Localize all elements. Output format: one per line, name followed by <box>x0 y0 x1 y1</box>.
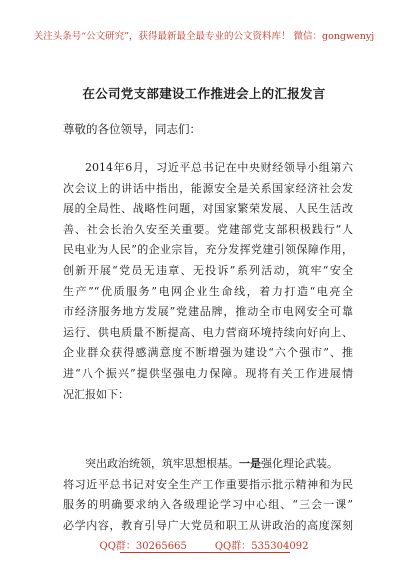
paragraph-line: 企业群众获得感满意度不断增强为建设“六个强市”、推 <box>63 346 353 360</box>
paragraph-line: 2014年6月，习近平总书记在中央财经领导小组第六 <box>85 161 353 174</box>
paragraph-line: 必学内容，教育引导广大党员和职工从讲政治的高度深刻 <box>63 518 353 532</box>
point-text: 强化理论武装。 <box>261 457 338 470</box>
document-title: 在公司党支部建设工作推进会上的汇报发言 <box>82 86 326 101</box>
paragraph-political-leadership <box>63 454 353 536</box>
paragraph-line: 进“八个振兴”提供坚强电力保障。现将有关工作进展情 <box>63 366 353 380</box>
paragraph-line: 创新开展“党员无违章、无投诉”系列活动，筑牢“安全 <box>63 263 353 277</box>
header-note: 关注头条号“公文研究”，获得最新最全最专业的公文资料库！ 微信：gongwenyj <box>33 31 375 42</box>
paragraph-line: 善、社会长治久安至关重要。党建部党支部积极践行“人 <box>63 222 353 236</box>
paragraph-line <box>63 454 353 475</box>
paragraph-line: 次会议上的讲话中指出，能源安全是关系国家经济社会发 <box>63 181 353 195</box>
paragraph-intro <box>63 158 353 405</box>
paragraph-line: 市经济服务地方发展”党建品牌，推动全市电网安全可靠 <box>63 305 353 319</box>
section-lead: 突出政治统领，筑牢思想根基。 <box>85 457 239 470</box>
footer-underline <box>120 552 290 553</box>
paragraph-line: 展的全局性、战略性问题，对国家繁荣发展、人民生活改 <box>63 202 353 216</box>
qq-group-2: QQ群：535304092 <box>214 541 309 552</box>
salutation: 尊敬的各位领导，同志们： <box>63 122 201 136</box>
point-marker: 一是 <box>239 457 261 470</box>
paragraph-line: 将习近平总书记对安全生产工作重要指示批示精神和为民 <box>63 477 353 491</box>
paragraph-line: 生产”“优质服务”电网企业生命线，着力打造“电亮全 <box>63 284 353 298</box>
paragraph-line: 民电业为人民”的企业宗旨，充分发挥党建引领保障作用， <box>63 243 353 257</box>
footer-contact <box>0 537 408 552</box>
paragraph-line: 服务的明确要求纳入各级理论学习中心组、“三会一课” <box>63 498 353 512</box>
paragraph-line: 运行、供电质量不断提高、电力营商环境持续向好向上、 <box>63 325 353 339</box>
paragraph-line: 况汇报如下： <box>63 387 129 401</box>
qq-group-1: QQ群：30265665 <box>99 541 187 552</box>
